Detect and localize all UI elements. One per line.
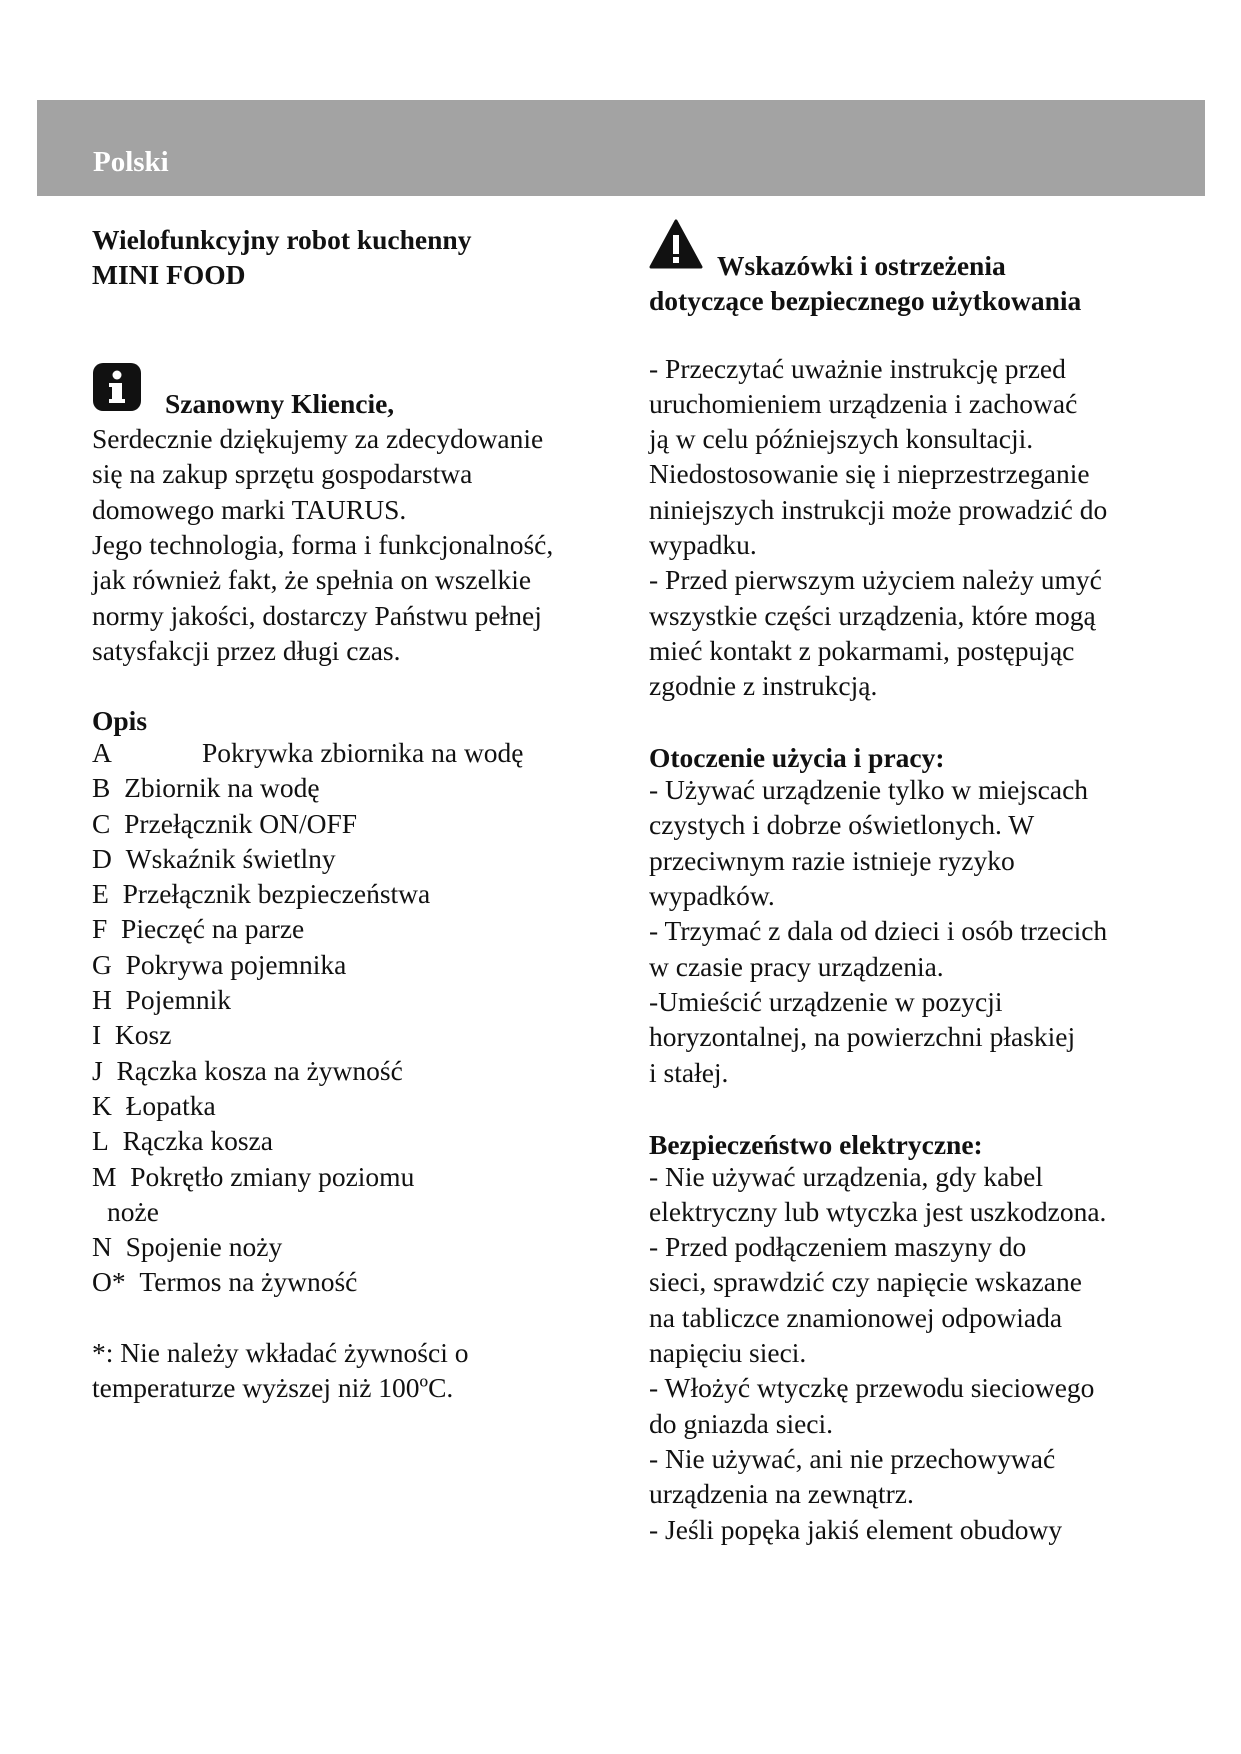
- document-title-line-2: MINI FOOD: [92, 259, 246, 290]
- parts-list-item: A Pokrywka zbiornika na wodę: [92, 737, 524, 768]
- general-instruction-line: wszystkie części urządzenia, które mogą: [649, 600, 1096, 631]
- info-icon: [92, 362, 142, 412]
- general-instruction-line: niniejszych instrukcji może prowadzić do: [649, 494, 1108, 525]
- environment-heading: Otoczenie użycia i pracy:: [649, 742, 945, 773]
- electrical-safety-line: sieci, sprawdzić czy napięcie wskazane: [649, 1266, 1082, 1297]
- environment-line: horyzontalnej, na powierzchni płaskiej: [649, 1021, 1076, 1052]
- environment-line: w czasie pracy urządzenia.: [649, 951, 944, 982]
- parts-list-item: N Spojenie noży: [92, 1231, 283, 1262]
- parts-list-item: J Rączka kosza na żywność: [92, 1055, 403, 1086]
- intro-line: się na zakup sprzętu gospodarstwa: [92, 458, 473, 489]
- parts-list-item: E Przełącznik bezpieczeństwa: [92, 878, 431, 909]
- warning-triangle-icon: [649, 218, 703, 270]
- intro-line: normy jakości, dostarczy Państwu pełnej: [92, 600, 542, 631]
- general-instruction-line: wypadku.: [649, 529, 757, 560]
- electrical-safety-line: elektryczny lub wtyczka jest uszkodzona.: [649, 1196, 1107, 1227]
- electrical-safety-line: - Włożyć wtyczkę przewodu sieciowego: [649, 1372, 1095, 1403]
- general-instruction-line: mieć kontakt z pokarmami, postępując: [649, 635, 1075, 666]
- electrical-safety-line: - Jeśli popęka jakiś element obudowy: [649, 1514, 1063, 1545]
- parts-list-item: F Pieczęć na parze: [92, 913, 305, 944]
- intro-line: Jego technologia, forma i funkcjonalność,: [92, 529, 554, 560]
- general-instruction-line: - Przeczytać uważnie instrukcję przed: [649, 353, 1066, 384]
- parts-list-item: M Pokrętło zmiany poziomu: [92, 1161, 415, 1192]
- environment-line: czystych i dobrze oświetlonych. W: [649, 809, 1035, 840]
- parts-list-item: D Wskaźnik świetlny: [92, 843, 336, 874]
- general-instruction-line: Niedostosowanie się i nieprzestrzeganie: [649, 458, 1090, 489]
- electrical-safety-line: urządzenia na zewnątrz.: [649, 1478, 914, 1509]
- parts-list-item: L Rączka kosza: [92, 1125, 273, 1156]
- electrical-safety-line: na tabliczce znamionowej odpowiada: [649, 1302, 1063, 1333]
- electrical-safety-heading: Bezpieczeństwo elektryczne:: [649, 1129, 983, 1160]
- parts-list-item: B Zbiornik na wodę: [92, 772, 320, 803]
- footnote-line: *: Nie należy wkładać żywności o: [92, 1337, 469, 1368]
- warnings-title-line-1: Wskazówki i ostrzeżenia: [717, 250, 1006, 281]
- general-instruction-line: - Przed pierwszym użyciem należy umyć: [649, 564, 1102, 595]
- electrical-safety-line: napięciu sieci.: [649, 1337, 807, 1368]
- greeting-heading: Szanowny Kliencie,: [165, 388, 395, 419]
- language-header-bar: [37, 100, 1205, 196]
- parts-list-item: noże: [107, 1196, 159, 1227]
- intro-line: Serdecznie dziękujemy za zdecydowanie: [92, 423, 544, 454]
- parts-list-item: C Przełącznik ON/OFF: [92, 808, 358, 839]
- document-title-line-1: Wielofunkcyjny robot kuchenny: [92, 224, 472, 255]
- parts-list-item: K Łopatka: [92, 1090, 216, 1121]
- general-instruction-line: uruchomieniem urządzenia i zachować: [649, 388, 1078, 419]
- intro-line: domowego marki TAURUS.: [92, 494, 407, 525]
- footnote-line: temperaturze wyższej niż 100ºC.: [92, 1372, 454, 1403]
- environment-line: - Używać urządzenie tylko w miejscach: [649, 774, 1089, 805]
- intro-line: jak również fakt, że spełnia on wszelkie: [92, 564, 532, 595]
- environment-line: - Trzymać z dala od dzieci i osób trzecich: [649, 915, 1108, 946]
- parts-list-item: G Pokrywa pojemnika: [92, 949, 347, 980]
- language-label: Polski: [93, 146, 169, 178]
- warnings-title-line-2: dotyczące bezpiecznego użytkowania: [649, 285, 1082, 316]
- electrical-safety-line: - Przed podłączeniem maszyny do: [649, 1231, 1027, 1262]
- general-instruction-line: zgodnie z instrukcją.: [649, 670, 878, 701]
- intro-line: satysfakcji przez długi czas.: [92, 635, 401, 666]
- opis-heading: Opis: [92, 705, 148, 736]
- electrical-safety-line: - Nie używać urządzenia, gdy kabel: [649, 1161, 1043, 1192]
- environment-line: wypadków.: [649, 880, 775, 911]
- environment-line: i stałej.: [649, 1057, 729, 1088]
- parts-list-item: O* Termos na żywność: [92, 1266, 358, 1297]
- parts-list-item: H Pojemnik: [92, 984, 232, 1015]
- environment-line: przeciwnym razie istnieje ryzyko: [649, 845, 1015, 876]
- electrical-safety-line: do gniazda sieci.: [649, 1408, 834, 1439]
- environment-line: -Umieścić urządzenie w pozycji: [649, 986, 1003, 1017]
- parts-list-item: I Kosz: [92, 1019, 172, 1050]
- general-instruction-line: ją w celu późniejszych konsultacji.: [649, 423, 1034, 454]
- electrical-safety-line: - Nie używać, ani nie przechowywać: [649, 1443, 1056, 1474]
